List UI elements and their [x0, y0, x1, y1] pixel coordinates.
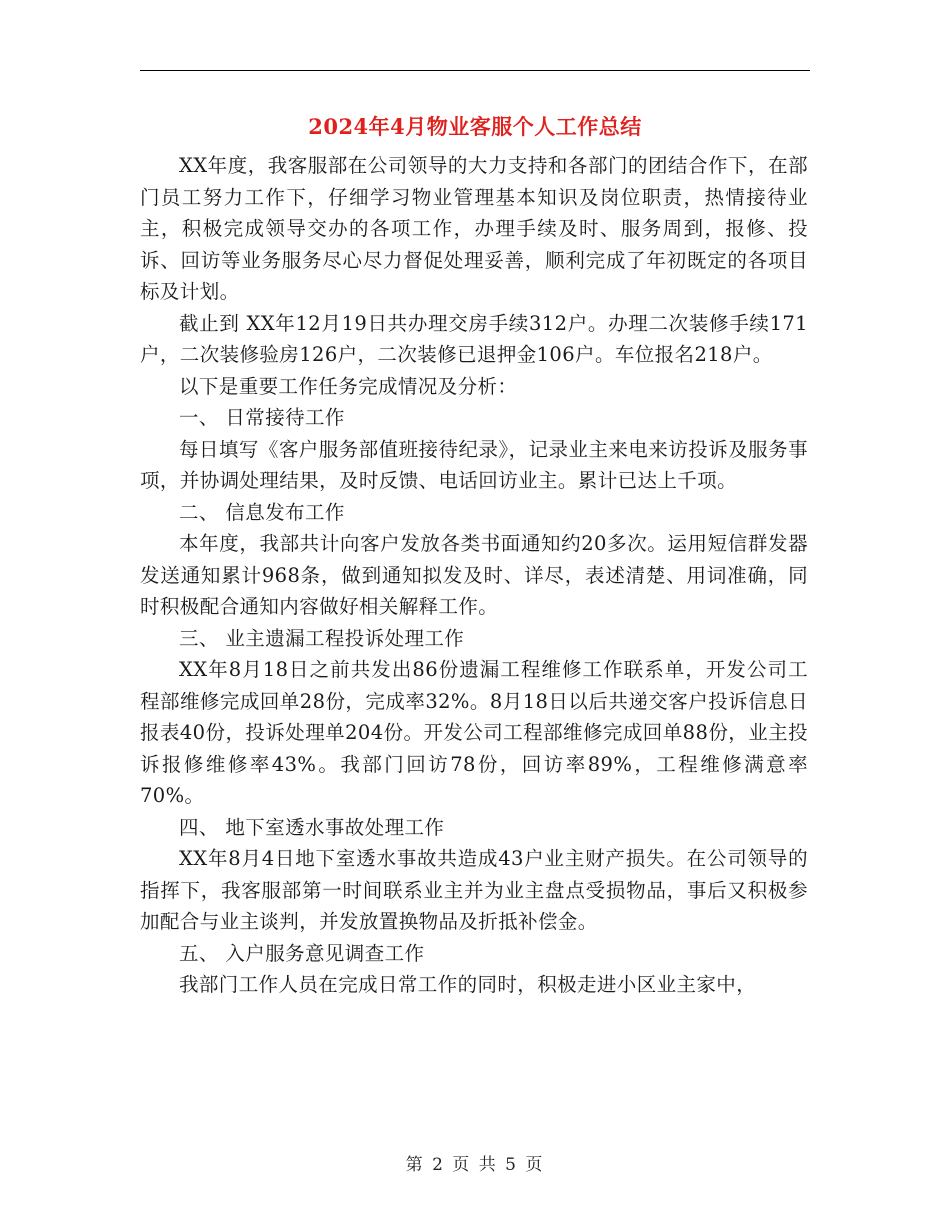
paragraph-section-3: XX年8月18日之前共发出86份遗漏工程维修工作联系单，开发公司工程部维修完成回单28份，完成率32%。8月18日以后共递交客户投诉信息日报表40份，投诉处理单204份。开发公司工程部维修完成回单88份，业主投诉报修维修率43%。我部门回访78份，回访率89%，工程维修满意率70%。 [140, 658, 808, 807]
paragraph-intro: XX年度，我客服部在公司领导的大力支持和各部门的团结合作下，在部门员工努力工作下，仔细学习物业管理基本知识及岗位职责，热情接待业主，积极完成领导交办的各项工作，办理手续及时、服务周到，报修、投诉、回访等业务服务尽心尽力督促处理妥善，顺利完成了年初既定的各项目标及计划。 [140, 154, 808, 303]
section-heading-1: 一、 日常接待工作 [179, 406, 345, 429]
section-heading-3: 三、 业主遗漏工程投诉处理工作 [179, 626, 465, 650]
paragraph-overview: 以下是重要工作任务完成情况及分析： [179, 374, 518, 398]
section-heading-4: 四、 地下室透水事故处理工作 [179, 815, 445, 839]
paragraph-section-5: 我部门工作人员在完成日常工作的同时，积极走进小区业主家中， [179, 973, 757, 996]
paragraph-section-4: XX年8月4日地下室透水事故共造成43户业主财产损失。在公司领导的指挥下，我客服部第一时间联系业主并为业主盘点受损物品，事后又积极参加配合与业主谈判，并发放置换物品及折抵补偿金。 [140, 847, 808, 933]
document-body [140, 150, 808, 1001]
section-heading-5: 五、 入户服务意见调查工作 [179, 941, 425, 965]
document-title: 2024年4月物业客服个人工作总结 [308, 114, 642, 139]
paragraph-statistics: 截止到 XX年12月19日共办理交房手续312户。办理二次装修手续171户，二次装修验房126户，二次装修已退押金106户。车位报名218户。 [140, 311, 808, 366]
section-heading-2: 二、 信息发布工作 [179, 500, 345, 524]
header-rule [140, 70, 810, 71]
paragraph-section-1: 每日填写《客户服务部值班接待纪录》，记录业主来电来访投诉及服务事项，并协调处理结果，及时反馈、电话回访业主。累计已达上千项。 [140, 437, 808, 492]
page-number: 第 2 页 共 5 页 [405, 1155, 545, 1175]
paragraph-section-2: 本年度，我部共计向客户发放各类书面通知约20多次。运用短信群发器发送通知累计968条，做到通知拟发及时、详尽，表述清楚、用词准确，同时积极配合通知内容做好相关解释工作。 [140, 532, 808, 618]
